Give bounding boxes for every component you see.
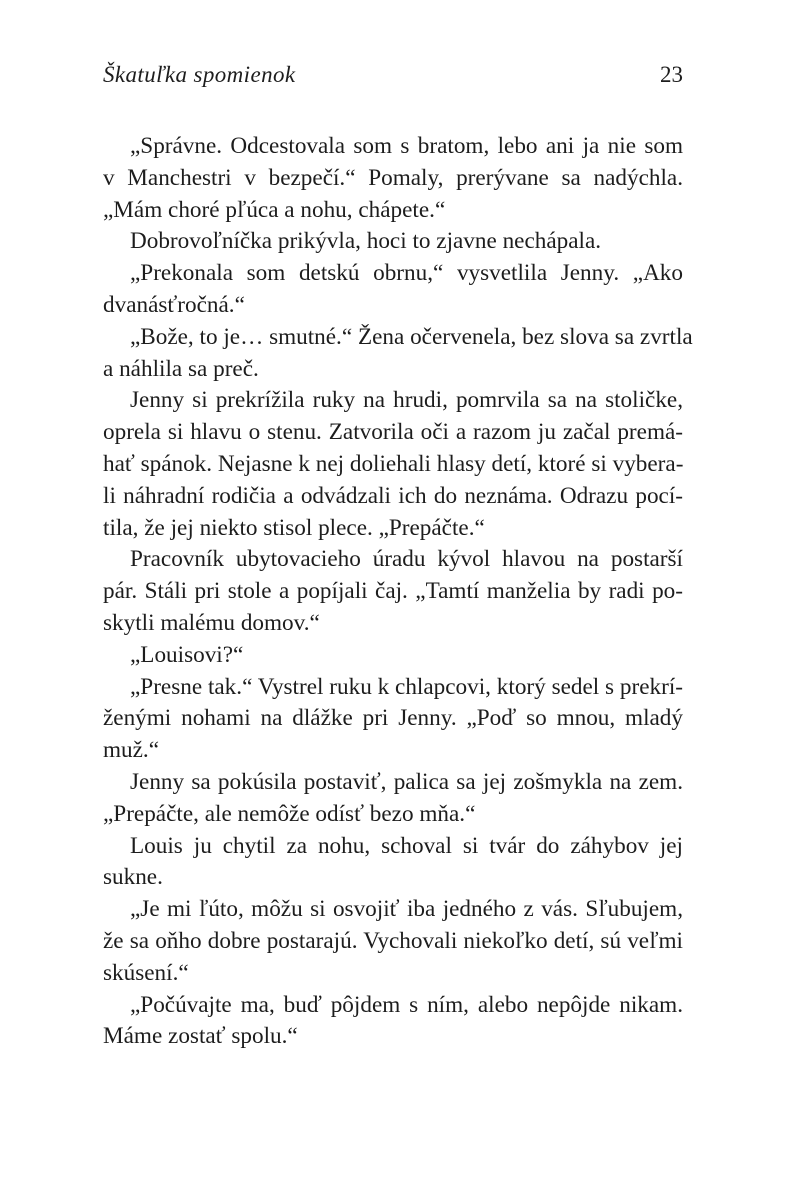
text-line: oprela si hlavu o stenu. Zatvorila oči a razom ju začal premá- [103, 419, 683, 446]
text-line: „Správne. Odcestovala som s bratom, lebo ani ja nie som [130, 133, 683, 159]
text-line: „Počúvajte ma, buď pôjdem s ním, alebo nepôjde nikam. [130, 991, 683, 1018]
text-line: ženými nohami na dlážke pri Jenny. „Poď so mnou, mladý [103, 705, 683, 732]
text-line: tila, že jej niekto stisol plece. „Prepáčte.“ [103, 514, 485, 541]
text-line: „Mám choré pľúca a nohu, chápete.“ [103, 196, 446, 223]
text-line: Louis ju chytil za nohu, schoval si tvár do záhybov jej [130, 832, 683, 859]
text-line: skúsení.“ [103, 959, 189, 986]
text-line: pár. Stáli pri stole a popíjali čaj. „Tamtí manželia by radi po- [103, 578, 683, 605]
text-line: Pracovník ubytovacieho úradu kývol hlavou na postarší [130, 546, 683, 573]
text-line: „Je mi ľúto, môžu si osvojiť iba jedného z vás. Sľubujem, [130, 896, 683, 923]
running-title: Škatuľka spomienok [103, 62, 296, 87]
text-line: muž.“ [103, 737, 160, 764]
text-line: sukne. [103, 864, 163, 891]
text-line: „Bože, to je… smutné.“ Žena očervenela, bez slova sa zvrtla [130, 323, 693, 350]
text-line: že sa oňho dobre postarajú. Vychovali niekoľko detí, sú veľmi [103, 927, 683, 954]
text-line: Máme zostať spolu.“ [103, 1023, 298, 1050]
text-line: a náhlila sa preč. [103, 355, 259, 382]
text-line: Jenny sa pokúsila postaviť, palica sa jej zošmykla na zem. [130, 768, 683, 795]
text-line: dvanásťročná.“ [103, 291, 245, 318]
text-line: skytli malému domov.“ [103, 609, 320, 636]
text-line: „Prepáčte, ale nemôže odísť bezo mňa.“ [103, 800, 476, 827]
text-line: Dobrovoľníčka prikývla, hoci to zjavne nechápala. [130, 228, 602, 255]
text-line: „Louisovi?“ [130, 641, 244, 668]
page-number: 23 [660, 62, 683, 87]
text-line: „Presne tak.“ Vystrel ruku k chlapcovi, ktorý sedel s prekrí- [130, 673, 683, 700]
text-line: Jenny si prekrížila ruky na hrudi, pomrvila sa na stoličke, [130, 387, 683, 414]
text-line: hať spánok. Nejasne k nej doliehali hlasy detí, ktoré si vybera- [103, 450, 684, 477]
body-text [103, 131, 693, 1053]
text-line: v Manchestri v bezpečí.“ Pomaly, prerývane sa nadýchla. [103, 164, 683, 191]
text-line: „Prekonala som detskú obrnu,“ vysvetlila Jenny. „Ako [130, 260, 683, 287]
text-line: li náhradní rodičia a odvádzali ich do neznáma. Odrazu pocí- [103, 482, 683, 509]
